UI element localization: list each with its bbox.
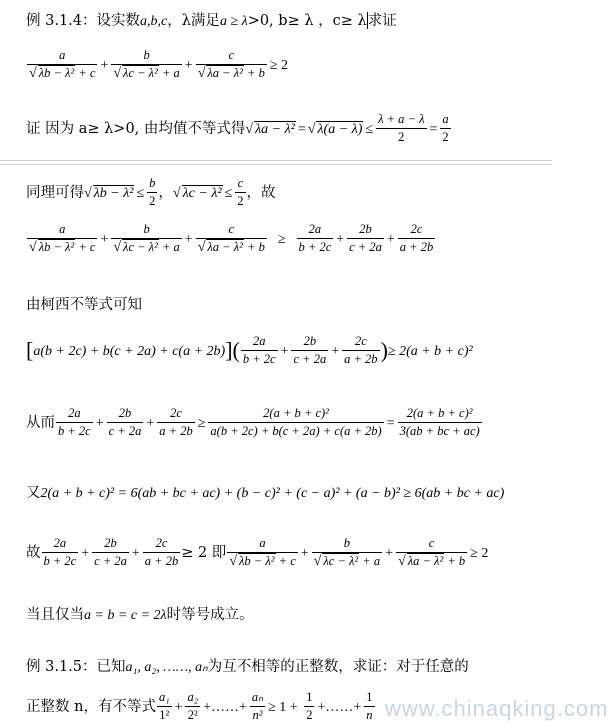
text: 又 bbox=[26, 485, 41, 501]
denominator: 2 bbox=[306, 708, 313, 722]
addend: + a bbox=[161, 66, 180, 80]
numerator: 2a bbox=[241, 334, 278, 351]
numerator: 2c bbox=[398, 222, 435, 239]
denominator: n² bbox=[252, 708, 263, 722]
numerator: a bbox=[227, 536, 297, 553]
denominator: 2 bbox=[149, 194, 156, 208]
denominator: c + 2a bbox=[108, 424, 142, 438]
inequality-two: $\frac{a}{\text{√ λb − λ² + c}}$ + $\frac{b}{\text{√ λc − λ² + a}}$ + $\frac{c}{\text{√ λa − λ² + b}}$ ≥ $\frac{2a}{b + 2c}$ + $\frac{2b}{c + 2a}$ + $\frac{2c}{a + 2b}$ bbox=[29, 222, 434, 255]
numerator: a₁ bbox=[157, 690, 172, 707]
therefore-line: 故 $\frac{2a}{b + 2c}$ + $\frac{2b}{c + 2a}$ + $\frac{2c}{a + 2b}$ ≥ 2 即 $\frac{a}{\text{√ λb − λ² + c}}$ + $\frac{b}{\text{√ λc − λ² + a}}$ + $\frac{c}{\text{√ λa − λ² + b}}$ ≥ 2 bbox=[26, 536, 489, 569]
denominator: b + 2c bbox=[58, 424, 91, 438]
fraction bbox=[376, 112, 426, 145]
numerator: a bbox=[27, 222, 97, 239]
fraction bbox=[147, 176, 157, 209]
denominator: c + 2a bbox=[94, 554, 127, 568]
denominator: 2 bbox=[237, 194, 244, 208]
rhs: ≥ 1 + bbox=[268, 700, 302, 715]
numerator: 2(a + b + c)² bbox=[208, 406, 383, 423]
text: ，λ满足 bbox=[167, 13, 220, 29]
radicand: λc − λ² bbox=[123, 240, 158, 254]
text: 故 bbox=[26, 545, 41, 561]
watermark: www.chinaqking.com bbox=[385, 696, 608, 721]
numerator: a bbox=[27, 48, 97, 65]
radicand: λb − λ² bbox=[239, 554, 275, 568]
denominator: c + 2a bbox=[293, 352, 327, 366]
denominator: a + 2b bbox=[344, 352, 378, 366]
proof-text: 证 因为 a≥ λ>0, 由均值不等式得 bbox=[26, 121, 246, 137]
example-heading bbox=[26, 10, 397, 30]
numerator: 1 bbox=[364, 690, 374, 707]
example-label: 例 3.1.4：设实数 bbox=[26, 13, 141, 29]
fraction: $\frac{a}{\text{√ λb − λ² + c}}$ bbox=[29, 48, 96, 81]
numerator: 2b bbox=[92, 536, 129, 553]
addend: + c bbox=[78, 66, 96, 80]
also-line bbox=[26, 482, 504, 502]
numerator: b bbox=[111, 48, 181, 65]
vars: a,b,c bbox=[140, 14, 168, 29]
numerator: a₂ bbox=[185, 690, 200, 707]
numerator: 2b bbox=[347, 222, 384, 239]
numerator: λ + a − λ bbox=[376, 112, 426, 129]
numerator: aₙ bbox=[250, 690, 265, 707]
denominator: n bbox=[366, 708, 373, 722]
fraction: $\frac{b}{\text{√ λc − λ² + a}}$ bbox=[113, 48, 180, 81]
denominator: 3(ab + bc + ac) bbox=[399, 424, 480, 438]
ellipsis: +……+ bbox=[317, 700, 362, 715]
equality-line bbox=[26, 604, 254, 624]
denominator: 2 bbox=[442, 130, 449, 144]
addend: + c bbox=[78, 240, 96, 254]
numerator: 2(a + b + c)² bbox=[398, 406, 482, 423]
numerator: 2a bbox=[42, 536, 79, 553]
radicand: λc − λ² bbox=[323, 554, 359, 568]
denominator: b + 2c bbox=[43, 554, 77, 568]
hence-line: 从而 $\frac{2a}{b + 2c}$ + $\frac{2b}{c + 2a}$ + $\frac{2c}{a + 2b}$ ≥ $\frac{\text{2(a + b + c)²}}{a(b + 2c) + b(c + 2a) + c(a + 2b)}$ = $\frac{\text{2(a + b + c)²}}{3(ab + bc + ac)}$ bbox=[26, 406, 480, 438]
radicand: λa − λ² bbox=[255, 122, 295, 137]
numerator: 2b bbox=[291, 334, 328, 351]
radicand: λ(a − λ) bbox=[317, 122, 363, 137]
rhs: ≥ 2 bbox=[269, 58, 289, 73]
numerator: 1 bbox=[304, 690, 314, 707]
cauchy-inequality: [a(b + 2c) + b(c + 2a) + c(a + 2b)]( $\frac{2a}{b + 2c}$ + $\frac{2b}{c + 2a}$ + $\frac{2c}{a + 2b}$ )≥ 2(a + b + c)² bbox=[26, 334, 473, 366]
numerator: c bbox=[396, 536, 467, 553]
text: 正整数 n，有不等式 bbox=[26, 699, 156, 715]
page-break-line bbox=[0, 164, 552, 166]
denominator: 1² bbox=[159, 708, 170, 722]
radicand: λb − λ² bbox=[38, 66, 75, 80]
cauchy-rhs: ≥ 2(a + b + c)² bbox=[387, 344, 473, 359]
numerator: a bbox=[440, 112, 450, 129]
numerator: 2a bbox=[297, 222, 334, 239]
numerator: 2c bbox=[342, 334, 379, 351]
ellipsis: +……+ bbox=[203, 700, 247, 715]
rhs: ≥ 2 bbox=[470, 546, 489, 561]
radicand: λa − λ² bbox=[207, 66, 243, 80]
proof-line: 证 因为 a≥ λ>0, 由均值不等式得√ λa − λ² = √ λ(a − λ) ≤ $\frac{\lambda + a - \lambda}{2}$ = $\frac{a}{2}$ bbox=[26, 112, 449, 144]
equality-condition: a = b = c = 2λ bbox=[84, 608, 167, 623]
numerator: b bbox=[147, 176, 157, 193]
page-break-line bbox=[0, 160, 552, 162]
radicand: λc − λ² bbox=[182, 186, 222, 201]
inequality-main: $\frac{a}{\text{√ λb − λ² + c}}$ + $\frac{b}{\text{√ λc − λ² + a}}$ + $\frac{c}{\text{√ λa − λ² + b}}$ ≥ 2 bbox=[29, 48, 289, 81]
similar-line: 同理可得√ λb − λ² ≤ $\frac{b}{2}$ ，√ λc − λ² ≤ $\frac{c}{2}$ ，故 bbox=[26, 176, 276, 208]
addend: + b bbox=[247, 66, 265, 80]
cauchy-text: 由柯西不等式可知 bbox=[26, 297, 142, 313]
identity: 2(a + b + c)² = 6(ab + bc + ac) + (b − c)² + (c − a)² + (a − b)² ≥ 6(ab + bc + ac) bbox=[40, 486, 505, 501]
numerator: b bbox=[312, 536, 382, 553]
denominator: b + 2c bbox=[242, 352, 276, 366]
fraction: $\frac{c}{\text{√ λa − λ² + b}}$ bbox=[197, 48, 265, 81]
denominator: a + 2b bbox=[399, 240, 434, 254]
denominator: a(b + 2c) + b(c + 2a) + c(a + 2b) bbox=[210, 424, 382, 438]
example-label: 例 3.1.5：已知 bbox=[26, 659, 126, 675]
numerator: b bbox=[111, 222, 181, 239]
denominator: a + 2b bbox=[144, 554, 179, 568]
addend: + b bbox=[447, 554, 466, 568]
text: ，故 bbox=[246, 185, 276, 201]
text: 从而 bbox=[26, 415, 55, 431]
radicand: λa − λ² bbox=[207, 240, 243, 254]
radicand: λb − λ² bbox=[93, 186, 134, 201]
numerator: 2b bbox=[107, 406, 144, 423]
numerator: 2c bbox=[157, 406, 194, 423]
vars: a₁, a₂, ……, aₙ bbox=[125, 660, 208, 675]
numerator: c bbox=[235, 176, 245, 193]
text: 求证 bbox=[367, 13, 397, 29]
addend: + b bbox=[247, 240, 265, 254]
radicand: λb − λ² bbox=[38, 240, 75, 254]
numerator: 2c bbox=[143, 536, 180, 553]
addend: + c bbox=[278, 554, 296, 568]
example-heading bbox=[26, 656, 469, 676]
radicand: λa − λ² bbox=[407, 554, 444, 568]
text: 当且仅当 bbox=[26, 607, 84, 623]
last-line: 正整数 n，有不等式 $\frac{\text{a₁}}{\text{1²}}$ + $\frac{\text{a₂}}{\text{2²}}$ +……+ $\frac{\text{aₙ}}{\text{n²}}$ ≥ 1 + $\frac{1}{2}$ +……+ $\frac{1}{n}$ bbox=[26, 690, 373, 722]
cauchy-sum: a(b + 2c) + b(c + 2a) + c(a + 2b) bbox=[33, 344, 226, 359]
text: 同理可得 bbox=[26, 185, 84, 201]
fraction bbox=[440, 112, 450, 145]
condition: a ≥ λ bbox=[219, 14, 248, 29]
text: ≥ 2 即 bbox=[181, 545, 227, 561]
denominator: a + 2b bbox=[159, 424, 193, 438]
denominator: c + 2a bbox=[349, 240, 382, 254]
text: 时等号成立。 bbox=[166, 607, 254, 623]
denominator: 2² bbox=[187, 708, 198, 722]
addend: + a bbox=[161, 240, 180, 254]
denominator: 2 bbox=[398, 130, 405, 144]
text: >0, b≥ λ ，c≥ λ bbox=[247, 13, 367, 29]
fraction bbox=[235, 176, 245, 209]
radicand: λc − λ² bbox=[123, 66, 158, 80]
addend: + a bbox=[362, 554, 381, 568]
numerator: c bbox=[196, 222, 267, 239]
text: 为互不相等的正整数，求证：对于任意的 bbox=[207, 659, 469, 675]
denominator: b + 2c bbox=[298, 240, 332, 254]
numerator: c bbox=[196, 48, 267, 65]
numerator: 2a bbox=[56, 406, 93, 423]
